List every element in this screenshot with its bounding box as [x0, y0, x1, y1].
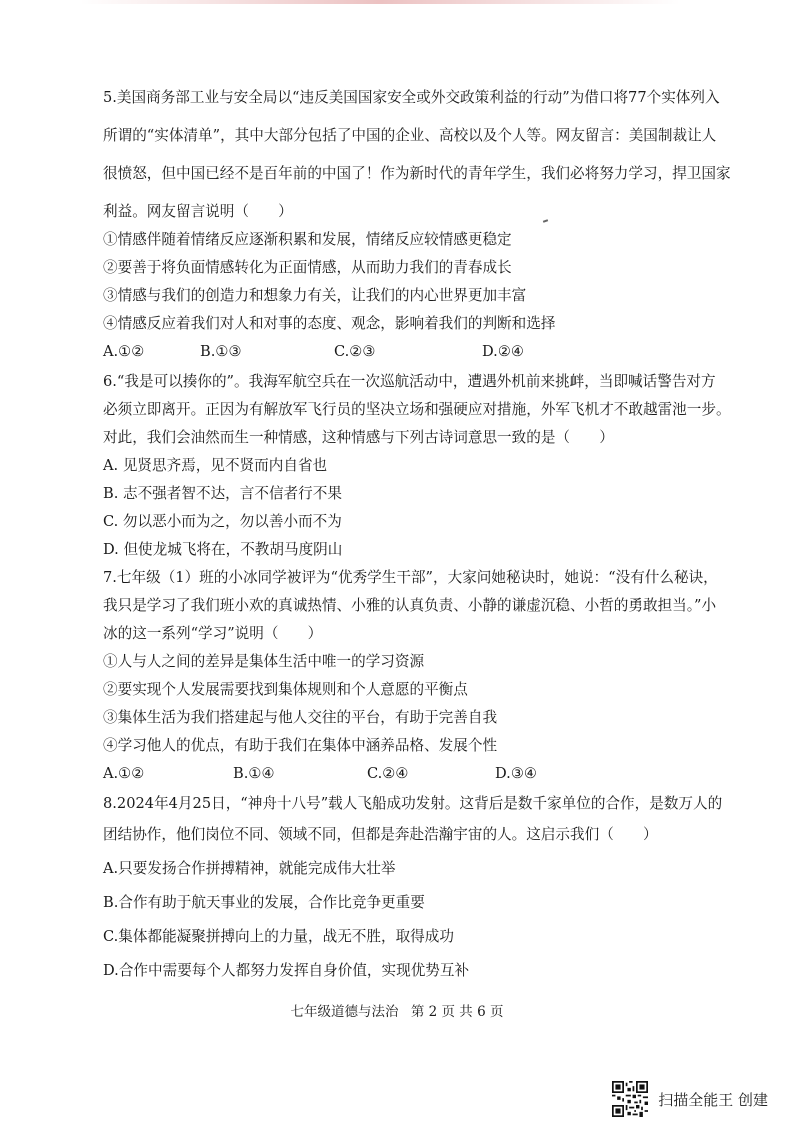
q7-option-b: B.①④ — [233, 765, 275, 782]
q5-statement-2: ②要善于将负面情感转化为正面情感，从而助力我们的青春成长 — [103, 259, 512, 276]
q5-statement-3: ③情感与我们的创造力和想象力有关，让我们的内心世界更加丰富 — [103, 287, 527, 304]
q7-stem-line-2: 我只是学习了我们班小欢的真诚热情、小雅的认真负责、小静的谦虚沉稳、小哲的勇敢担当。”小 — [103, 597, 717, 614]
q7-stem-line-3: 冰的这一系列“学习”说明（ ） — [103, 625, 323, 642]
q5-statement-1: ①情感伴随着情绪反应逐渐积累和发展，情绪反应较情感更稳定 — [103, 231, 512, 248]
question-8 — [103, 794, 723, 995]
q8-choice-c: C.集体都能凝聚拼搏向上的力量，战无不胜，取得成功 — [103, 928, 454, 945]
scanner-watermark-text: 扫描全能王 创建 — [658, 1090, 768, 1109]
q6-choice-a: A. 见贤思齐焉，见不贤而内自省也 — [103, 457, 328, 474]
q6-choice-c: C. 勿以恶小而为之，勿以善小而不为 — [103, 513, 342, 530]
q8-choice-b: B.合作有助于航天事业的发展，合作比竞争更重要 — [103, 894, 425, 911]
scanner-watermark — [612, 1081, 768, 1117]
q5-statement-4: ④情感反应着我们对人和对事的态度、观念，影响着我们的判断和选择 — [103, 315, 556, 332]
q5-options — [103, 342, 583, 372]
q5-option-d: D.②④ — [482, 343, 524, 360]
q6-stem-line-1: 6.“我是可以揍你的”。我海军航空兵在一次巡航活动中，遭遇外机前来挑衅，当即喊话警告对方 — [103, 373, 716, 390]
q6-stem-line-3: 对此，我们会油然而生一种情感，这种情感与下列古诗词意思一致的是（ ） — [103, 429, 614, 446]
q8-stem-line-1: 8.2024年4月25日，“神舟十八号”载人飞船成功发射。这背后是数千家单位的合作，是数万人的 — [103, 795, 723, 812]
q7-statement-2: ②要实现个人发展需要找到集体规则和个人意愿的平衡点 — [103, 681, 468, 698]
q5-option-c: C.②③ — [334, 343, 376, 360]
q7-statement-3: ③集体生活为我们搭建起与他人交往的平台，有助于完善自我 — [103, 709, 498, 726]
q7-statement-1: ①人与人之间的差异是集体生活中唯一的学习资源 — [103, 653, 425, 670]
qr-code-icon — [612, 1081, 648, 1117]
q5-stem-line-2: 所谓的“实体清单”，其中大部分包括了中国的企业、高校以及个人等。网友留言：美国制裁让人 — [103, 127, 717, 144]
q8-choice-d: D.合作中需要每个人都努力发挥自身价值，实现优势互补 — [103, 962, 470, 979]
q5-stem-line-3: 很愤怒，但中国已经不是百年前的中国了！作为新时代的青年学生，我们必将努力学习，捍卫国家 — [103, 165, 731, 182]
question-content — [103, 88, 731, 995]
scan-edge-line — [80, 0, 680, 4]
q7-statement-4: ④学习他人的优点，有助于我们在集体中涵养品格、发展个性 — [103, 737, 498, 754]
q7-stem-line-1: 7.七年级（1）班的小冰同学被评为“优秀学生干部”，大家问她秘诀时，她说：“没有什么秘诀， — [103, 569, 718, 586]
question-6 — [103, 372, 731, 568]
q6-choice-b: B. 志不强者智不达，言不信者行不果 — [103, 485, 342, 502]
q5-stem-line-1: 5.美国商务部工业与安全局以“违反美国国家安全或外交政策利益的行动”为借口将77个实体列入 — [103, 89, 720, 106]
q5-option-a: A.①② — [103, 343, 145, 360]
q6-choice-d: D. 但使龙城飞将在，不教胡马度阴山 — [103, 541, 343, 558]
q7-option-d: D.③④ — [495, 765, 537, 782]
q6-stem-line-2: 必须立即离开。正因为有解放军飞行员的坚决立场和强硬应对措施，外军飞机才不敢越雷池一步。 — [103, 401, 731, 418]
q7-option-c: C.②④ — [367, 765, 409, 782]
q7-options — [103, 764, 583, 794]
q8-choice-a: A.只要发扬合作拼搏精神，就能完成伟大壮举 — [103, 860, 396, 877]
q5-stem-line-4: 利益。网友留言说明（ ） — [103, 203, 293, 220]
page-footer — [0, 1000, 794, 1020]
footer-subject: 七年级道德与法治 — [290, 1004, 399, 1020]
question-7 — [103, 568, 718, 794]
q8-stem-line-2: 团结协作，他们岗位不同、领域不同，但都是奔赴浩瀚宇宙的人。这启示我们（ ） — [103, 826, 658, 843]
question-5 — [103, 88, 731, 372]
q7-option-a: A.①② — [103, 765, 145, 782]
q5-option-b: B.①③ — [200, 343, 242, 360]
footer-page-info: 第 2 页 共 6 页 — [410, 1004, 504, 1020]
